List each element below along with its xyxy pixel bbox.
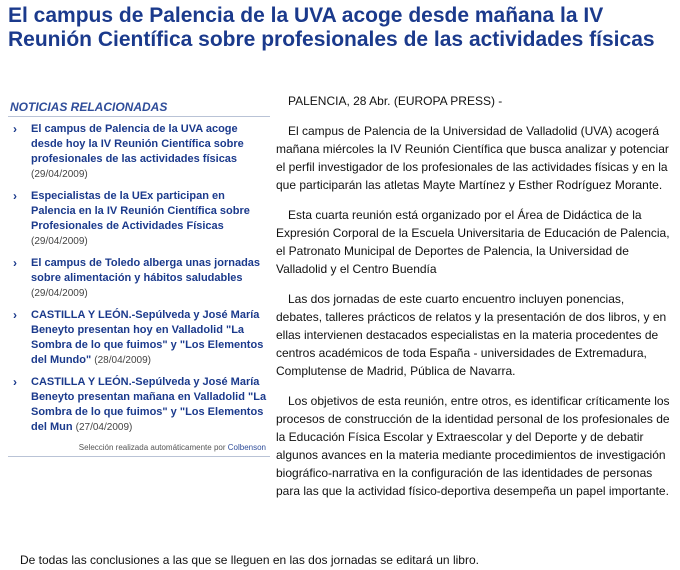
article-paragraph: Los objetivos de esta reunión, entre otros, es identificar críticamente los procesos de construcción de la identidad personal de los profesionales de la Educación Física Escolar y Extraescolar y del Deporte y de debatir algunos avances en la materia mediante procedimientos de investigación biográfico-narrativa en la configuración de las identidades de personas para las que la actividad físico-deportiva desempeña un papel importante.: [276, 394, 670, 498]
related-news-list: [8, 122, 270, 435]
chevron-right-icon: ›: [13, 122, 17, 136]
related-news-link[interactable]: El campus de Palencia de la UVA acoge desde hoy la IV Reunión Científica sobre profesionales de las actividades físicas: [31, 123, 244, 165]
related-news-item: [8, 189, 270, 249]
article-conclusion: De todas las conclusiones a las que se lleguen en las dos jornadas se editará un libro.: [20, 553, 479, 567]
chevron-right-icon: ›: [13, 256, 17, 270]
related-news-date: (27/04/2009): [75, 422, 133, 433]
selection-brand-link[interactable]: Colbenson: [227, 443, 266, 452]
article-paragraph: El campus de Palencia de la Universidad de Valladolid (UVA) acogerá mañana miércoles la IV Reunión Científica que busca analizar y potenciar el perfil investigador de los profesionales de las actividades físicas y en la que participarán las atletas Mayte Martínez y Esther Rodríguez Morante.: [276, 124, 669, 192]
related-news-item: [8, 375, 270, 435]
related-news-date: (28/04/2009): [94, 355, 151, 366]
article-body: [276, 92, 672, 512]
related-news-item: [8, 256, 270, 301]
article-dateline: PALENCIA, 28 Abr. (EUROPA PRESS) -: [288, 94, 503, 108]
chevron-right-icon: ›: [13, 189, 17, 203]
related-news-date: (29/04/2009): [31, 169, 88, 180]
article-paragraph: Esta cuarta reunión está organizado por el Área de Didáctica de la Expresión Corporal de la Escuela Universitaria de Educación de Palencia, el Patronato Municipal de Deportes de Palencia, la Universidad de Valladolid y el Centro Buendía: [276, 208, 670, 276]
related-news-title: NOTICIAS RELACIONADAS: [8, 98, 270, 117]
related-news-link[interactable]: CASTILLA Y LEÓN.-Sepúlveda y José María Beneyto presentan hoy en Valladolid "La Sombra de lo que fuimos" y "Los Elementos del Mundo": [31, 309, 264, 366]
related-news-box: [8, 98, 270, 457]
article-headline: El campus de Palencia de la UVA acoge desde mañana la IV Reunión Científica sobre profesionales de las actividades físicas: [8, 4, 655, 51]
related-news-item: [8, 308, 270, 368]
related-news-link[interactable]: CASTILLA Y LEÓN.-Sepúlveda y José María Beneyto presentan mañana en Valladolid "La Sombra de lo que fuimos" y "Los Elementos del Mun: [31, 376, 267, 433]
chevron-right-icon: ›: [13, 375, 17, 389]
related-news-date: (29/04/2009): [31, 236, 88, 247]
related-news-link[interactable]: El campus de Toledo alberga unas jornadas sobre alimentación y hábitos saludables: [31, 257, 261, 284]
selection-note: [8, 442, 270, 453]
chevron-right-icon: ›: [13, 308, 17, 322]
related-news-item: [8, 122, 270, 182]
selection-note-text: Selección realizada automáticamente por: [78, 443, 226, 452]
article-paragraph: Las dos jornadas de este cuarto encuentro incluyen ponencias, debates, talleres prácticos de relatos y la presentación de dos libros, y en ellas intervienen destacados especialistas en la materia procedentes de centros académicos de toda España - universidades de Extremadura, Complutense de Madrid, Pública de Navarra.: [276, 292, 667, 378]
related-news-date: (29/04/2009): [31, 288, 88, 299]
related-news-link[interactable]: Especialistas de la UEx participan en Palencia en la IV Reunión Científica sobre Profesionales de Actividades Físicas: [31, 190, 250, 232]
